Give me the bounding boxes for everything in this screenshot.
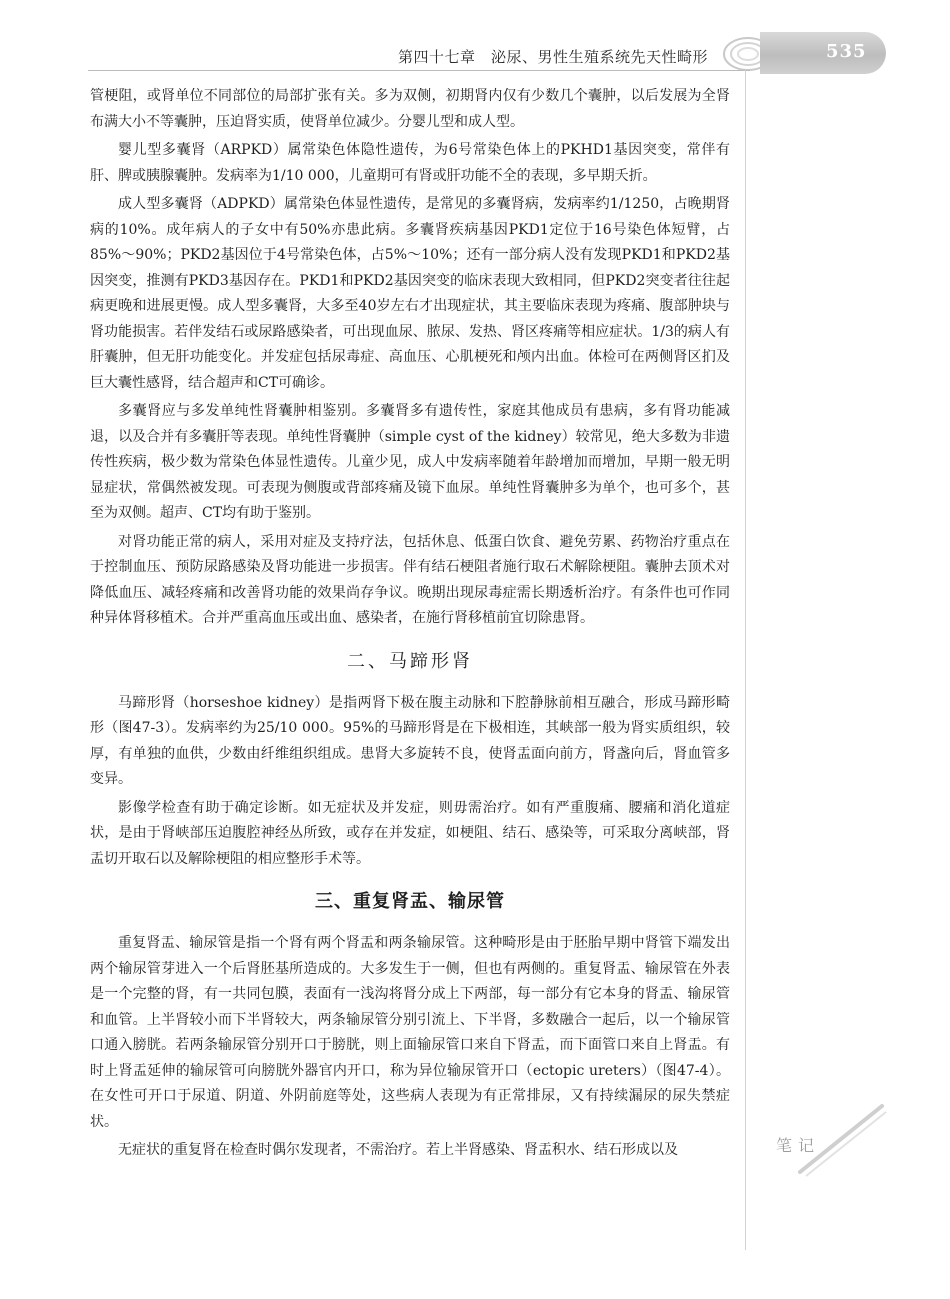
main-text — [90, 84, 730, 1167]
paragraph-adult-polycystic: 成人型多囊肾（ADPKD）属常染色体显性遗传，是常见的多囊肾病，发病率约1/1250，占晚期肾病的10%。成年病人的子女中有50%亦患此病。多囊肾疾病基因PKD1定位于16号染色体短臂，占85%～90%；PKD2基因位于4号常染色体，占5%～10%；还有一部分病人没有发现PKD1和PKD2基因突变，推测有PKD3基因存在。PKD1和PKD2基因突变的临床表现大致相同，但PKD2突变者往往起病更晚和进展更慢。成人型多囊肾，大多至40岁左右才出现症状，其主要临床表现为疼痛、腹部肿块与肾功能损害。若伴发结石或尿路感染者，可出现血尿、脓尿、发热、肾区疼痛等相应症状。1/3的病人有肝囊肿，但无肝功能变化。并发症包括尿毒症、高血压、心肌梗死和颅内出血。体检可在两侧肾区扪及巨大囊性感肾，结合超声和CT可确诊。 — [90, 196, 730, 391]
page-number-tab — [760, 32, 886, 74]
paragraph-duplex-definition: 重复肾盂、输尿管是指一个肾有两个肾盂和两条输尿管。这种畸形是由于胚胎早期中肾管下端发出两个输尿管芽进入一个后肾胚基所造成的。大多发生于一侧，但也有两侧的。重复肾盂、输尿管在外表是一个完整的肾，有一共同包膜，表面有一浅沟将肾分成上下两部，每一部分有它本身的肾盂、输尿管和血管。上半肾较小而下半肾较大，两条输尿管分别引流上、下半肾，多数融合一起后，以一个输尿管口通入膀胱。若两条输尿管分别开口于膀胱，则上面输尿管口来自下肾盂，而下面管口来自上肾盂。有时上肾盂延伸的输尿管可向膀胱外器官内开口，称为异位输尿管开口（ectopic ureters）（图47-4）。在女性可开口于尿道、阴道、外阴前庭等处，这些病人表现为有正常排尿，又有持续漏尿的尿失禁症状。 — [90, 935, 730, 1130]
section-heading-duplex-kidney: 三、重复肾盂、输尿管 — [315, 891, 505, 912]
margin-divider — [745, 70, 746, 1250]
paragraph-polycystic-intro: 管梗阻，或肾单位不同部位的局部扩张有关。多为双侧，初期肾内仅有少数几个囊肿，以后发展为全肾布满大小不等囊肿，压迫肾实质，使肾单位减少。分婴儿型和成人型。 — [90, 88, 730, 130]
paragraph-horseshoe-definition: 马蹄形肾（horseshoe kidney）是指两肾下极在腹主动脉和下腔静脉前相互融合，形成马蹄形畸形（图47-3）。发病率约为25/10 000。95%的马蹄形肾是在下极相连，其峡部一般为肾实质组织，较厚，有单独的血供，少数由纤维组织组成。患肾大多旋转不良，使肾盂面向前方，肾盏向后，肾血管多变异。 — [90, 694, 730, 787]
paragraph-duplex-treatment: 无症状的重复肾在检查时偶尔发现者，不需治疗。若上半肾感染、肾盂积水、结石形成以及 — [118, 1142, 678, 1158]
paragraph-differential-diagnosis: 多囊肾应与多发单纯性肾囊肿相鉴别。多囊肾多有遗传性，家庭其他成员有患病，多有肾功能减退，以及合并有多囊肝等表现。单纯性肾囊肿（simple cyst of the kidney）较常见，绝大多数为非遗传性疾病，极少数为常染色体显性遗传。儿童少见，成人中发病率随着年龄增加而增加，早期一般无明显症状，常偶然被发现。可表现为侧腹或背部疼痛及镜下血尿。单纯性肾囊肿多为单个，也可多个，甚至为双侧。超声、CT均有助于鉴别。 — [90, 403, 730, 521]
page-number: 535 — [826, 41, 867, 62]
header-divider — [88, 70, 750, 71]
notes-label: 笔记 — [776, 1136, 821, 1155]
paragraph-infant-polycystic: 婴儿型多囊肾（ARPKD）属常染色体隐性遗传，为6号常染色体上的PKHD1基因突变，常伴有肝、脾或胰腺囊肿。发病率为1/10 000，儿童期可有肾或肝功能不全的表现，多早期夭折。 — [90, 142, 730, 184]
paragraph-horseshoe-treatment: 影像学检查有助于确定诊断。如无症状及并发症，则毋需治疗。如有严重腹痛、腰痛和消化道症状，是由于肾峡部压迫腹腔神经丛所致，或存在并发症，如梗阻、结石、感染等，可采取分离峡部，肾盂切开取石以及解除梗阻的相应整形手术等。 — [90, 799, 730, 867]
paragraph-treatment: 对肾功能正常的病人，采用对症及支持疗法，包括休息、低蛋白饮食、避免劳累、药物治疗重点在于控制血压、预防尿路感染及肾功能进一步损害。伴有结石梗阻者施行取石术解除梗阻。囊肿去顶术对降低血压、减轻疼痛和改善肾功能的效果尚存争议。晚期出现尿毒症需长期透析治疗。有条件也可作同种异体肾移植术。合并严重高血压或出血、感染者，在施行肾移植前宜切除患肾。 — [90, 533, 730, 626]
section-heading-horseshoe-kidney: 二、马蹄形肾 — [347, 650, 473, 672]
chapter-title: 第四十七章 泌尿、男性生殖系统先天性畸形 — [398, 48, 709, 66]
